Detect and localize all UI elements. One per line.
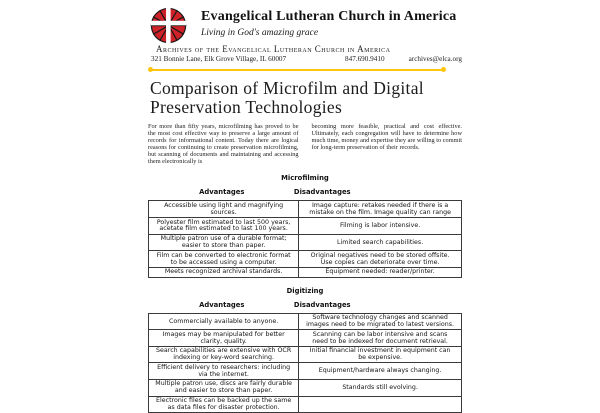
- table-cell: Images may be manipulated for better clarity, quality.: [149, 330, 299, 347]
- table-cell: Meets recognized archival standards.: [149, 267, 299, 277]
- email-address: archives@elca.org: [408, 55, 462, 64]
- advantages-header: Advantages: [199, 188, 245, 197]
- table-cell: Image capture: retakes needed if there is a mistake on the film. Image quality can range: [299, 201, 462, 218]
- table-cell: Multiple patron use of a durable format; easier to store than paper.: [149, 234, 299, 251]
- gold-divider: [148, 67, 446, 72]
- table-row: [149, 313, 462, 330]
- table-cell: Search capabilities are extensive with OCR indexing or key-word searching.: [149, 346, 299, 363]
- microfilming-table: [148, 200, 462, 277]
- advantages-header: Advantages: [199, 300, 245, 309]
- table-cell: Filming is labor intensive.: [299, 218, 462, 235]
- table-cell: Polyester film estimated to last 500 years, acetate film estimated to last 100 years.: [149, 218, 299, 235]
- column-headers-digitizing: [148, 301, 462, 309]
- table-row: [149, 218, 462, 235]
- table-cell: Accessible using light and magnifying sources.: [149, 201, 299, 218]
- elca-logo-icon: [151, 7, 186, 44]
- table-cell: Equipment needed: reader/printer.: [299, 267, 462, 277]
- intro-column-2: becoming more feasible, practical and cost effective. Ultimately, each congregation will have to determine how much time, money and expertise they are willing to commit for long-term preservation of their records.: [311, 123, 462, 152]
- document-title: [150, 79, 462, 117]
- table-row: [149, 267, 462, 277]
- table-row: [149, 234, 462, 251]
- table-cell: Initial financial investment in equipment can be expensive.: [299, 346, 462, 363]
- table-cell: Equipment/hardware always changing.: [299, 363, 462, 380]
- intro-text: [148, 123, 462, 165]
- divider-dot-right: [441, 67, 446, 72]
- org-tagline: Living in God's amazing grace: [201, 28, 319, 39]
- title-line-1: Comparison of Microfilm and Digital: [150, 78, 424, 99]
- table-row: [149, 396, 462, 413]
- table-cell: Software technology changes and scanned images need to be migrated to latest versions.: [299, 313, 462, 330]
- intro-column-1: For more than fifty years, microfilming has proved to be the most cost effective way to preserve a large amount of records for informational content. Today there are logical reasons for continuing to create preservation microfilming, but scanning of documents and maintaining and accessing them electronically is: [148, 123, 299, 166]
- disadvantages-header: Disadvantages: [293, 188, 351, 197]
- table-row: [149, 346, 462, 363]
- disadvantages-header: Disadvantages: [293, 300, 351, 309]
- table-row: [149, 330, 462, 347]
- masthead: [148, 7, 462, 44]
- table-cell: [299, 396, 462, 413]
- section-title-digitizing: Digitizing: [286, 286, 324, 295]
- column-headers-microfilming: [148, 188, 462, 196]
- table-cell: Film can be converted to electronic format to be accessed using a computer.: [149, 251, 299, 268]
- table-cell: Efficient delivery to researchers: including via the internet.: [149, 363, 299, 380]
- table-row: [149, 251, 462, 268]
- table-cell: Scanning can be labor intensive and scans need to be indexed for document retrieval.: [299, 330, 462, 347]
- table-row: [149, 201, 462, 218]
- digitizing-table: [148, 313, 462, 413]
- table-row: [149, 379, 462, 396]
- org-name: Evangelical Lutheran Church in America: [201, 9, 457, 24]
- masthead-text: [201, 7, 456, 38]
- archives-block: [148, 45, 462, 64]
- contact-row: [151, 55, 462, 64]
- table-cell: Multiple patron use, discs are fairly durable and easier to store than paper.: [149, 379, 299, 396]
- table-row: [149, 363, 462, 380]
- table-cell: Limited search capabilities.: [299, 234, 462, 251]
- table-cell: Original negatives need to be stored offsite. Use copies can deteriorate over time.: [299, 251, 462, 268]
- table-cell: Commercially available to anyone.: [149, 313, 299, 330]
- divider-bar: [150, 69, 444, 71]
- archives-title: Archives of the Evangelical Lutheran Church in America: [156, 44, 391, 54]
- phone-number: 847.690.9410: [345, 55, 385, 64]
- section-title-microfilming: Microfilming: [281, 174, 329, 183]
- table-cell: Standards still evolving.: [299, 379, 462, 396]
- title-line-2: Preservation Technologies: [150, 97, 343, 118]
- table-cell: Electronic files can be backed up the same as data files for disaster protection.: [149, 396, 299, 413]
- letterhead-document: [148, 7, 462, 413]
- street-address: 321 Bonnie Lane, Elk Grove Village, IL 60007: [151, 55, 287, 64]
